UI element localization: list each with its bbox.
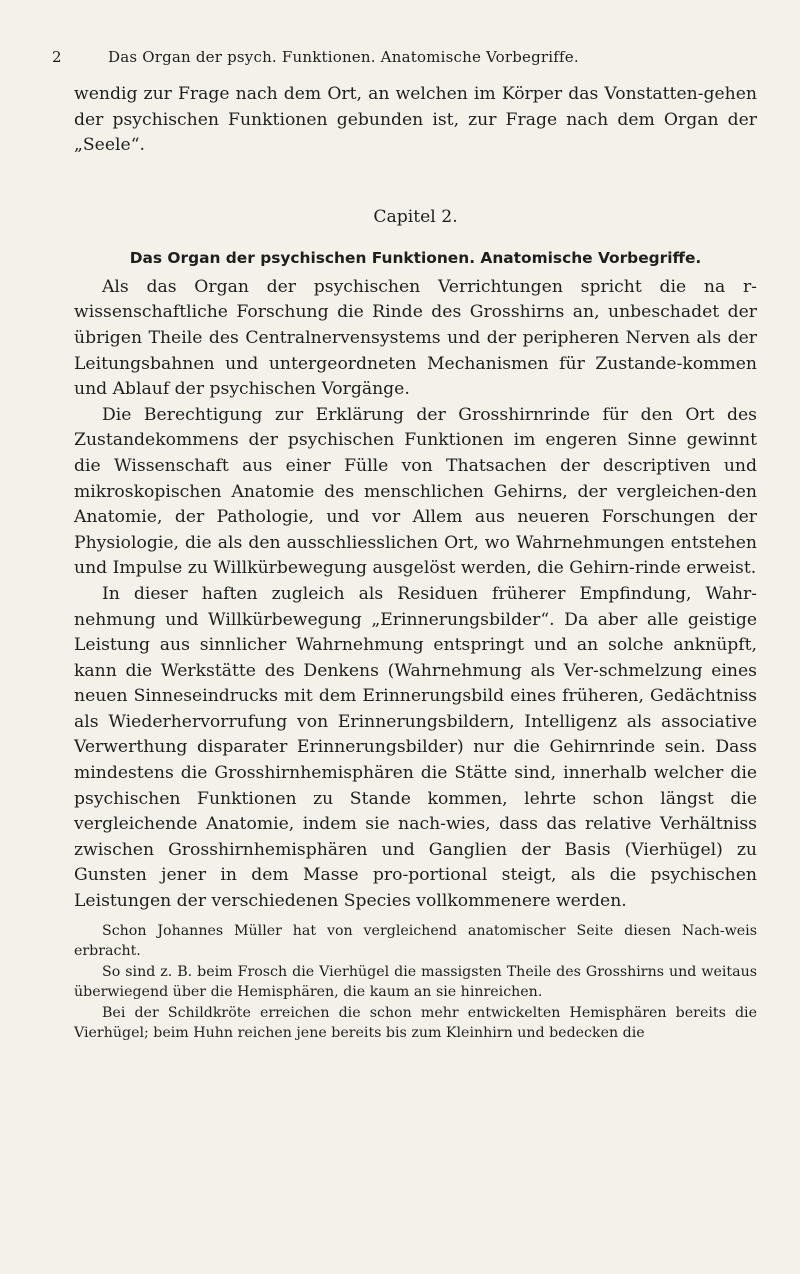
small-paragraph-3: Bei der Schildkröte erreichen die schon mehr entwickelten Hemisphären bereits die Vierhügel; beim Huhn reichen jene bereits bis zum Kleinhirn und bedecken die — [74, 1004, 757, 1042]
intro-paragraph: wendig zur Frage nach dem Ort, an welchen im Körper das Vonstatten-gehen der psychischen Funktionen gebunden ist, zur Frage nach dem Organ der „Seele“. — [74, 84, 757, 156]
chapter-title: Das Organ der psychischen Funktionen. Anatomische Vorbegriffe. — [129, 248, 702, 267]
page-body — [74, 82, 757, 1044]
body-paragraph-3: In dieser haften zugleich als Residuen früherer Empfindung, Wahr-nehmung und Willkürbewegung „Erinnerungsbilder“. Da aber alle geistige Leistung aus sinnlicher Wahrnehmung entspringt und an solche anknüpft, kann die Werkstätte des Denkens (Wahrnehmung als Ver-schmelzung eines neuen Sinneseindrucks mit dem Erinnerungsbild eines früheren, Gedächtniss als Wiederhervorrufung von Erinnerungsbildern, Intelligenz als associative Verwerthung disparater Erinnerungsbilder) nur die Gehirnrinde sein. Dass mindestens die Grosshirnhemisphären die Stätte sind, innerhalb welcher die psychischen Funktionen zu Stande kommen, lehrte schon längst die vergleichende Anatomie, indem sie nach-wies, dass das relative Verhältniss zwischen Grosshirnhemisphären und Ganglien der Basis (Vierhügel) zu Gunsten jener in dem Masse pro-portional steigt, als die psychischen Leistungen der verschiedenen Species vollkommenere werden. — [74, 583, 757, 912]
running-head-title: Das Organ der psych. Funktionen. Anatomische Vorbegriffe. — [108, 48, 579, 66]
body-paragraph-1: Als das Organ der psychischen Verrichtungen spricht die na r-wissenschaftliche Forschung die Rinde des Grosshirns an, unbeschadet der übrigen Theile des Centralnervensystems und der peripheren Nerven als der Leitungsbahnen und untergeordneten Mechanismen für Zustande-kommen und Ablauf der psychischen Vorgänge. — [74, 276, 757, 400]
page-number: 2 — [52, 48, 62, 66]
small-paragraph-1: Schon Johannes Müller hat von vergleichend anatomischer Seite diesen Nach-weis erbracht. — [74, 922, 757, 960]
small-paragraph-2: So sind z. B. beim Frosch die Vierhügel die massigsten Theile des Grosshirns und weitaus überwiegend über die Hemisphären, die kaum an sie hinreichen. — [74, 963, 757, 1001]
chapter-label: Capitel 2. — [373, 206, 458, 227]
body-paragraph-2: Die Berechtigung zur Erklärung der Grosshirnrinde für den Ort des Zustandekommens der psychischen Funktionen im engeren Sinne gewinnt die Wissenschaft aus einer Fülle von Thatsachen der descriptiven und mikroskopischen Anatomie des menschlichen Gehirns, der vergleichen-den Anatomie, der Pathologie, und vor Allem aus neueren Forschungen der Physiologie, die als den ausschliesslichen Ort, wo Wahrnehmungen entstehen und Impulse zu Willkürbewegung ausgelöst werden, die Gehirn-rinde erweist. — [74, 404, 757, 579]
small-print-section — [74, 921, 757, 1044]
running-head — [52, 48, 752, 66]
